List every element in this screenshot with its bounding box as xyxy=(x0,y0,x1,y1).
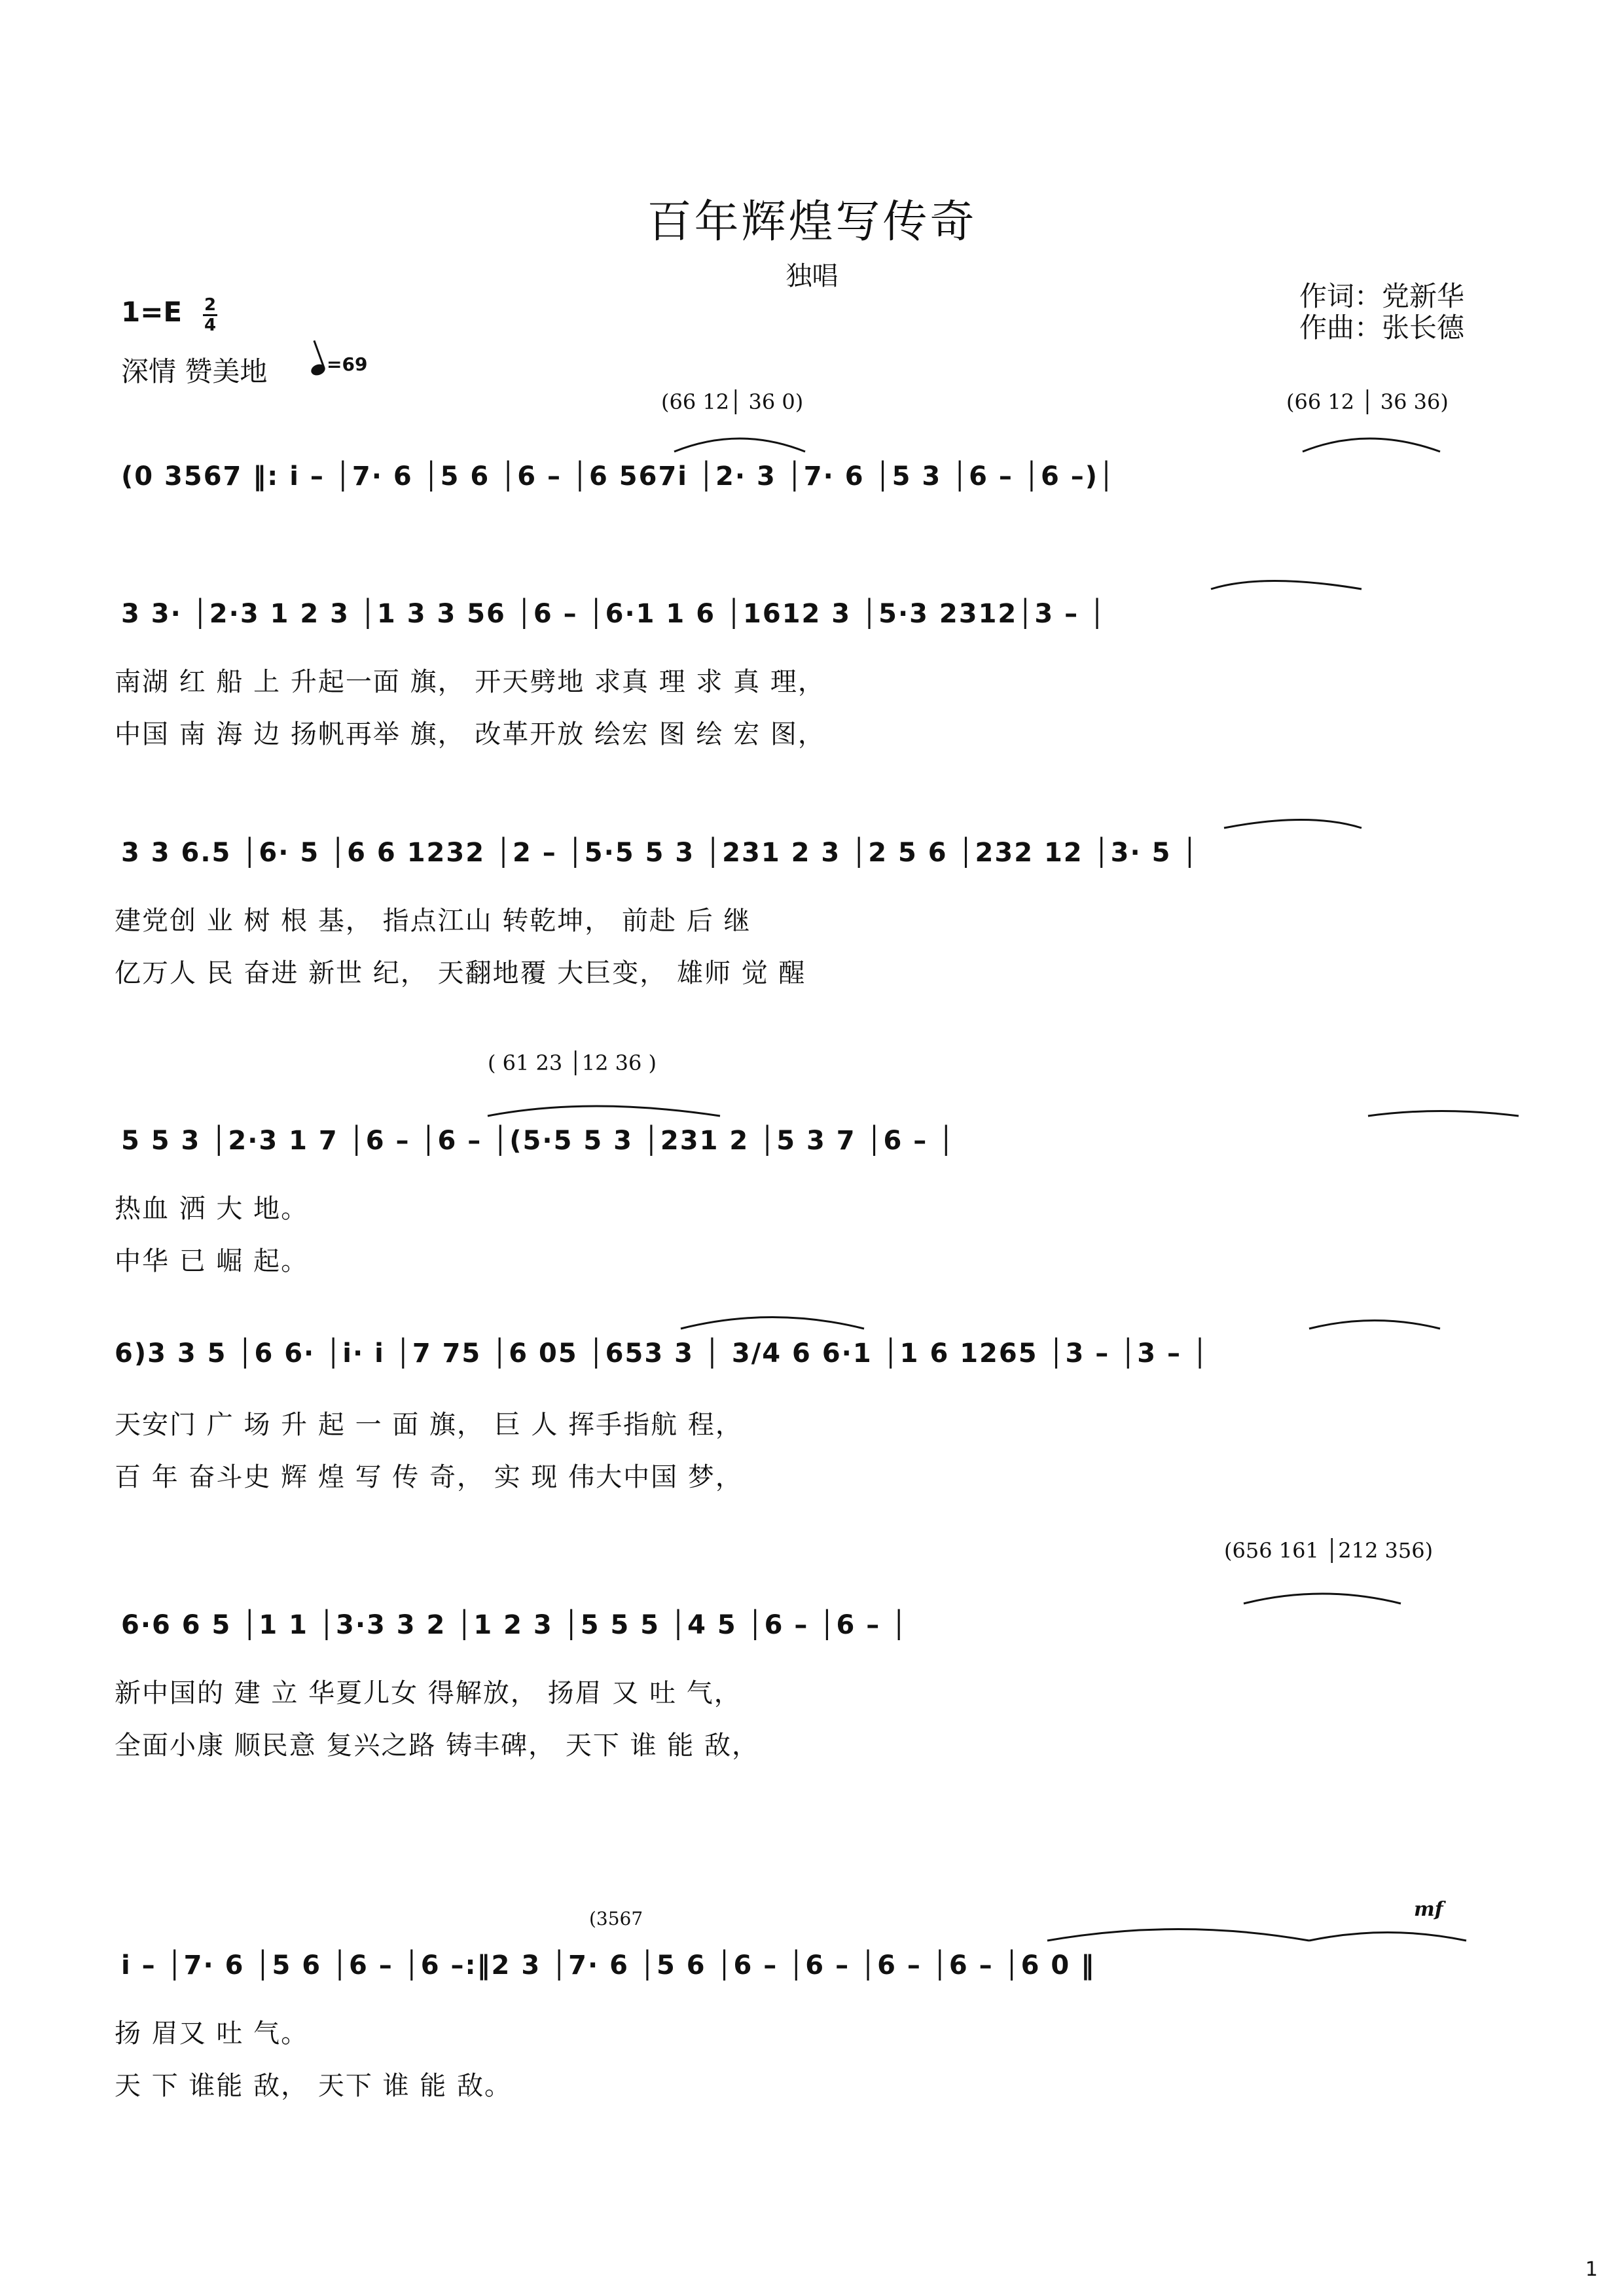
slur-11 xyxy=(1309,1933,1466,1941)
time-signature-bottom: 4 xyxy=(204,315,217,335)
time-signature-top: 2 xyxy=(204,295,217,315)
system-6-music: 6·6 6 5 │1 1 │3·3 3 2 │1 2 3 │5 5 5 │4 5 │6 – │6 – │ xyxy=(121,1610,909,1640)
key-signature: 1=E xyxy=(121,296,183,328)
slur-2 xyxy=(1303,439,1440,452)
system-1-hint-2: (66 12 │ 36 36) xyxy=(1286,389,1449,414)
system-6-lyrics-2: 全面小康 顺民意 复兴之路 铸丰碑， 天下 谁 能 敌， xyxy=(115,1731,760,1761)
system-3-lyrics-2: 亿万人 民 奋进 新世 纪， 天翻地覆 大巨变， 雄师 觉 醒 xyxy=(115,958,806,988)
system-4-lyrics-1: 热血 洒 大 地。 xyxy=(115,1194,309,1224)
dynamic-mark: mf xyxy=(1414,1898,1443,1921)
slur-6 xyxy=(1368,1111,1519,1117)
song-title: 百年辉煌写传奇 xyxy=(647,196,977,248)
system-6-hint: (656 161 │212 356) xyxy=(1224,1538,1434,1563)
slur-8 xyxy=(1309,1321,1440,1329)
slur-1 xyxy=(674,439,805,452)
system-3-music: 3 3 6.5 │6· 5 │6 6 1232 │2 – │5·5 5 3 │231 2 3 │2 5 6 │232 12 │3· 5 │ xyxy=(121,838,1199,868)
composer-credit: 作曲：张长德 xyxy=(1299,312,1465,344)
slur-9 xyxy=(1244,1594,1401,1604)
system-3-lyrics-1: 建党创 业 树 根 基， 指点江山 转乾坤， 前赴 后 继 xyxy=(115,906,751,936)
slur-10 xyxy=(1047,1929,1309,1941)
system-5-lyrics-1: 天安门 广 场 升 起 一 面 旗， 巨 人 挥手指航 程， xyxy=(115,1410,743,1440)
slur-3 xyxy=(1211,581,1362,590)
system-2-music: 3 3· │2·3 1 2 3 │1 3 3 56 │6 – │6·1 1 6 │1612 3 │5·3 2312│3 – │ xyxy=(121,599,1107,629)
slur-5 xyxy=(488,1106,720,1116)
system-4-hint: ( 61 23 │12 36 ) xyxy=(488,1050,657,1075)
page-number: 1 xyxy=(1585,2258,1598,2281)
song-subtitle: 独唱 xyxy=(785,261,839,291)
system-1-music: (0 3567 ‖: i – │7· 6 │5 6 │6 – │6 567i │2· 3 │7· 6 │5 3 │6 – │6 –)│ xyxy=(121,461,1116,492)
system-4-lyrics-2: 中华 已 崛 起。 xyxy=(115,1246,309,1276)
system-5-lyrics-2: 百 年 奋斗史 辉 煌 写 传 奇， 实 现 伟大中国 梦， xyxy=(115,1462,743,1492)
tempo-value: =69 xyxy=(327,353,368,375)
system-7-hint: (3567 xyxy=(589,1908,643,1929)
slur-4 xyxy=(1224,820,1362,829)
system-7-lyrics-1: 扬 眉又 吐 气。 xyxy=(115,2018,309,2049)
system-6-lyrics-1: 新中国的 建 立 华夏儿女 得解放， 扬眉 又 吐 气， xyxy=(115,1678,742,1708)
system-5-music: 6)3 3 5 │6 6· │i· i │7 75 │6 05 │653 3 │ 3/4 6 6·1 │1 6 1265 │3 – │3 – │ xyxy=(115,1338,1210,1369)
system-1-hint: (66 12│ 36 0) xyxy=(661,389,804,414)
expression-marking: 深情 赞美地 xyxy=(121,355,268,387)
slur-7 xyxy=(681,1318,864,1329)
system-7-lyrics-2: 天 下 谁能 敌， 天下 谁 能 敌。 xyxy=(115,2071,513,2101)
system-2-lyrics-2: 中国 南 海 边 扬帆再举 旗， 改革开放 绘宏 图 绘 宏 图， xyxy=(115,719,825,749)
system-7-music: i – │7· 6 │5 6 │6 – │6 –:‖2 3 │7· 6 │5 6 │6 – │6 – │6 – │6 – │6 0 ‖ xyxy=(121,1950,1096,1981)
slurs xyxy=(488,439,1519,1941)
lyricist-credit: 作词：党新华 xyxy=(1299,280,1465,312)
system-4-music: 5 5 3 │2·3 1 7 │6 – │6 – │(5·5 5 3 │231 2 │5 3 7 │6 – │ xyxy=(121,1126,956,1156)
system-2-lyrics-1: 南湖 红 船 上 升起一面 旗， 开天劈地 求真 理 求 真 理， xyxy=(115,667,825,697)
